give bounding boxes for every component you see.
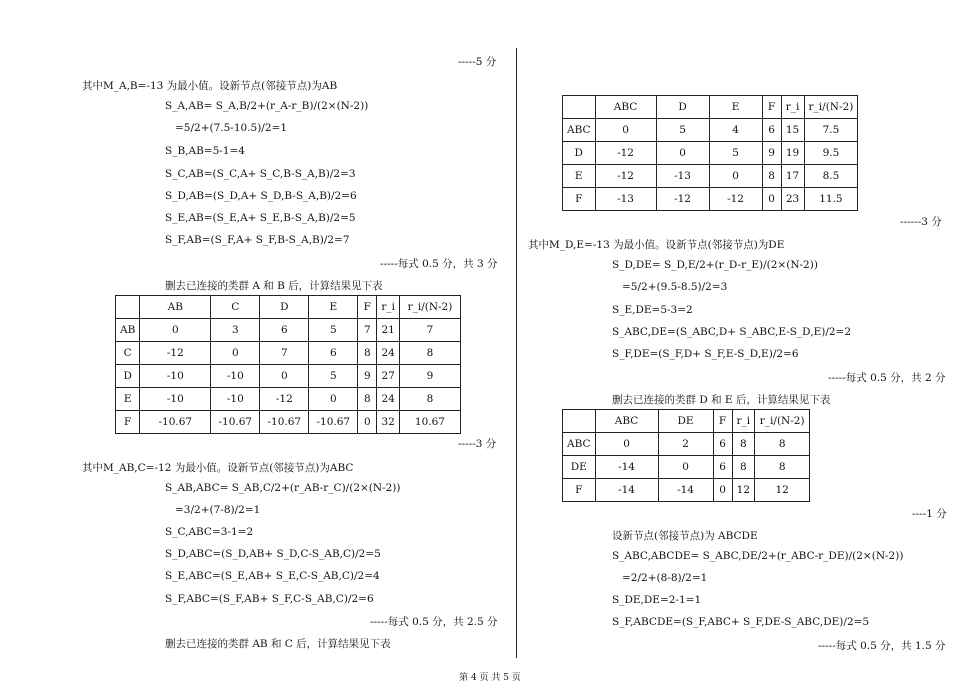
table-cell: ABC — [595, 410, 658, 433]
table-row — [563, 479, 810, 502]
table-cell: 9 — [399, 365, 460, 388]
table-cell: 12 — [755, 479, 810, 502]
table-cell: r_i — [377, 296, 400, 319]
table-cell: 5 — [309, 365, 358, 388]
right-score4: -----每式 0.5 分，共 1.5 分 — [818, 640, 946, 652]
table-cell: E — [116, 388, 140, 411]
table-cell: 8 — [732, 433, 755, 456]
table-cell: 6 — [713, 433, 732, 456]
left-calc1-6: S_F,AB=(S_F,A+ S_F,B-S_A,B)/2=7 — [165, 234, 350, 246]
table-cell: F — [762, 96, 781, 119]
table-cell: D — [563, 142, 596, 165]
table-row — [116, 319, 461, 342]
table-cell: ABC — [563, 433, 596, 456]
table-cell: -10 — [140, 388, 211, 411]
table-cell: 9.5 — [804, 142, 858, 165]
left-caption2: 删去已连接的类群 AB 和 C 后，计算结果见下表 — [165, 638, 391, 650]
left-calc1-3: S_C,AB=(S_C,A+ S_C,B-S_A,B)/2=3 — [165, 168, 356, 180]
right-score1: ------3 分 — [900, 216, 942, 228]
table-cell: -13 — [656, 165, 709, 188]
table-cell: DE — [563, 456, 596, 479]
right-calc1-3: S_ABC,DE=(S_ABC,D+ S_ABC,E-S_D,E)/2=2 — [612, 326, 852, 338]
left-calc2-4: S_E,ABC=(S_E,AB+ S_E,C-S_AB,C)/2=4 — [165, 570, 380, 582]
table-row — [116, 296, 461, 319]
table-cell: D — [116, 365, 140, 388]
table-cell: 0 — [595, 119, 656, 142]
right-calc2-1: =2/2+(8-8)/2=1 — [622, 572, 708, 584]
table-cell: 17 — [781, 165, 804, 188]
table-cell: 32 — [377, 411, 400, 434]
table-cell: 8 — [358, 388, 377, 411]
table-row — [563, 188, 858, 211]
right-calc1-4: S_F,DE=(S_F,D+ S_F,E-S_D,E)/2=6 — [612, 348, 799, 360]
table-cell: -10.67 — [260, 411, 309, 434]
table-cell: 0 — [658, 456, 713, 479]
table-cell: 5 — [709, 142, 762, 165]
table-cell: 3 — [211, 319, 260, 342]
table-row — [563, 456, 810, 479]
table-cell: D — [656, 96, 709, 119]
table-cell: 8 — [762, 165, 781, 188]
left-calc2-1: =3/2+(7-8)/2=1 — [175, 504, 261, 516]
table-cell: -14 — [595, 479, 658, 502]
table-row — [563, 165, 858, 188]
table-cell: -10.67 — [140, 411, 211, 434]
table-cell: DE — [658, 410, 713, 433]
table-cell: 0 — [309, 388, 358, 411]
table-cell: 7 — [399, 319, 460, 342]
table-cell: 9 — [358, 365, 377, 388]
table-cell: -10 — [211, 388, 260, 411]
table-cell: 2 — [658, 433, 713, 456]
table-cell: -12 — [595, 142, 656, 165]
table-row — [563, 410, 810, 433]
table-cell — [116, 296, 140, 319]
table-cell: 0 — [140, 319, 211, 342]
table-cell: F — [563, 188, 596, 211]
right-calc2-0: S_ABC,ABCDE= S_ABC,DE/2+(r_ABC-r_DE)/(2×(N-2)) — [612, 550, 904, 562]
left-min-line2: 其中M_AB,C=-12 为最小值。设新节点(邻接节点)为ABC — [82, 462, 354, 474]
table-row — [563, 433, 810, 456]
table-cell: 0 — [656, 142, 709, 165]
table-cell: 8.5 — [804, 165, 858, 188]
right-calc2-3: S_F,ABCDE=(S_F,ABC+ S_F,DE-S_ABC,DE)/2=5 — [612, 616, 870, 628]
table-cell: 0 — [709, 165, 762, 188]
table-cell: 23 — [781, 188, 804, 211]
table-cell: -13 — [595, 188, 656, 211]
left-calc2-5: S_F,ABC=(S_F,AB+ S_F,C-S_AB,C)/2=6 — [165, 593, 374, 605]
table-cell: r_i/(N-2) — [804, 96, 858, 119]
table-row — [116, 411, 461, 434]
table-cell: r_i/(N-2) — [755, 410, 810, 433]
table-cell: 0 — [211, 342, 260, 365]
table-cell: F — [713, 410, 732, 433]
table-row — [116, 342, 461, 365]
right-score3: ----1 分 — [912, 508, 947, 520]
table-cell: 6 — [713, 456, 732, 479]
table-cell: 8 — [399, 388, 460, 411]
table-cell: -14 — [658, 479, 713, 502]
table-cell: -14 — [595, 456, 658, 479]
table-cell: 5 — [656, 119, 709, 142]
table-cell: r_i — [732, 410, 755, 433]
table-ab — [115, 295, 461, 434]
left-calc1-2: S_B,AB=5-1=4 — [165, 145, 245, 157]
left-calc1-5: S_E,AB=(S_E,A+ S_E,B-S_A,B)/2=5 — [165, 212, 356, 224]
left-calc2-2: S_C,ABC=3-1=2 — [165, 526, 254, 538]
left-score2: -----3 分 — [458, 438, 497, 450]
table-cell: 4 — [709, 119, 762, 142]
table-cell: -10.67 — [211, 411, 260, 434]
left-min-line: 其中M_A,B=-13 为最小值。设新节点(邻接节点)为AB — [82, 80, 338, 92]
table-cell: -12 — [140, 342, 211, 365]
table-cell: E — [563, 165, 596, 188]
table-cell: 24 — [377, 342, 400, 365]
table-cell: 7 — [358, 319, 377, 342]
table-row — [563, 96, 858, 119]
table-cell: 7.5 — [804, 119, 858, 142]
table-cell: F — [358, 296, 377, 319]
left-calc2-3: S_D,ABC=(S_D,AB+ S_D,C-S_AB,C)/2=5 — [165, 548, 381, 560]
table-cell: F — [563, 479, 596, 502]
left-score-top: -----5 分 — [458, 56, 497, 68]
left-calc2-0: S_AB,ABC= S_AB,C/2+(r_AB-r_C)/(2×(N-2)) — [165, 482, 401, 494]
table-cell: 10.67 — [399, 411, 460, 434]
table-cell: -12 — [709, 188, 762, 211]
table-cell: 8 — [358, 342, 377, 365]
table-cell: ABC — [563, 119, 596, 142]
right-calc1-0: S_D,DE= S_D,E/2+(r_D-r_E)/(2×(N-2)) — [612, 259, 818, 271]
table-cell: 8 — [755, 456, 810, 479]
table-cell — [563, 410, 596, 433]
table-cell: 0 — [713, 479, 732, 502]
table-cell: 6 — [260, 319, 309, 342]
table-cell: 0 — [762, 188, 781, 211]
table-cell: 15 — [781, 119, 804, 142]
right-min-line: 其中M_D,E=-13 为最小值。设新节点(邻接节点)为DE — [528, 239, 785, 251]
table-cell: 8 — [732, 456, 755, 479]
table-cell: 27 — [377, 365, 400, 388]
table-cell: 8 — [755, 433, 810, 456]
table-cell — [563, 96, 596, 119]
right-node-line: 设新节点(邻接节点)为 ABCDE — [612, 530, 758, 542]
table-cell: 5 — [309, 319, 358, 342]
table-cell: -10 — [140, 365, 211, 388]
table-cell: -10 — [211, 365, 260, 388]
left-caption1: 删去已连接的类群 A 和 B 后，计算结果见下表 — [165, 280, 383, 292]
table-cell: C — [211, 296, 260, 319]
table-cell: AB — [116, 319, 140, 342]
right-caption1: 删去已连接的类群 D 和 E 后，计算结果见下表 — [612, 394, 831, 406]
table-row — [116, 365, 461, 388]
table-cell: C — [116, 342, 140, 365]
table-cell: F — [116, 411, 140, 434]
left-calc1-1: =5/2+(7.5-10.5)/2=1 — [175, 122, 288, 134]
table-cell: 24 — [377, 388, 400, 411]
table-abc-de — [562, 409, 810, 502]
table-cell: -12 — [260, 388, 309, 411]
table-cell: 0 — [260, 365, 309, 388]
table-cell: r_i/(N-2) — [399, 296, 460, 319]
table-cell: 19 — [781, 142, 804, 165]
right-calc1-1: =5/2+(9.5-8.5)/2=3 — [622, 281, 728, 293]
table-cell: -12 — [595, 165, 656, 188]
table-cell: AB — [140, 296, 211, 319]
table-cell: -12 — [656, 188, 709, 211]
table-cell: 6 — [762, 119, 781, 142]
right-calc2-2: S_DE,DE=2-1=1 — [612, 594, 702, 606]
table-cell: 9 — [762, 142, 781, 165]
left-score1: -----每式 0.5 分，共 3 分 — [380, 258, 498, 270]
table-cell: 8 — [399, 342, 460, 365]
page-footer: 第 4 页 共 5 页 — [459, 673, 521, 683]
table-cell: 6 — [309, 342, 358, 365]
left-score3: -----每式 0.5 分，共 2.5 分 — [370, 616, 498, 628]
table-cell: D — [260, 296, 309, 319]
table-cell: 7 — [260, 342, 309, 365]
right-calc1-2: S_E,DE=5-3=2 — [612, 304, 693, 316]
table-row — [563, 142, 858, 165]
table-cell: r_i — [781, 96, 804, 119]
table-cell: E — [309, 296, 358, 319]
table-cell: 21 — [377, 319, 400, 342]
table-cell: E — [709, 96, 762, 119]
left-calc1-4: S_D,AB=(S_D,A+ S_D,B-S_A,B)/2=6 — [165, 190, 357, 202]
left-calc1-0: S_A,AB= S_A,B/2+(r_A-r_B)/(2×(N-2)) — [165, 100, 369, 112]
table-cell: 11.5 — [804, 188, 858, 211]
table-cell: 0 — [358, 411, 377, 434]
table-row — [563, 119, 858, 142]
table-cell: -10.67 — [309, 411, 358, 434]
table-cell: 0 — [595, 433, 658, 456]
table-abc — [562, 95, 858, 211]
right-score2: -----每式 0.5 分，共 2 分 — [828, 372, 946, 384]
table-row — [116, 388, 461, 411]
table-cell: 12 — [732, 479, 755, 502]
column-divider — [516, 48, 517, 658]
table-cell: ABC — [595, 96, 656, 119]
